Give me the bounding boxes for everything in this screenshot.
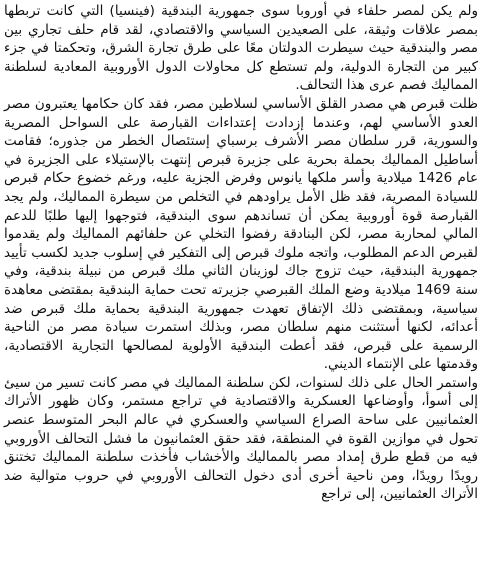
paragraph-venice-alliance: ولم يكن لمصر حلفاء في أوروبا سوى جمهورية البندقية (فينسيا) التي كانت تربطها بمصر علاقات وثيقة، على الصعيدين السياسي والاقتصادي، لقد قام حلف تجاري بين مصر والبندقية حيث سيطرت الدولتان معًا على طرق تجارة الشرق، وتحكمتا في جزء كبير من التجارة الدولية، ولم تستطع كل محاولات الدول الأوروبية المعادية لسلطنة المماليك فصم عرى هذا التحالف. [4,3,478,94]
paragraph-cyprus: ظلت قبرص هي مصدر القلق الأساسي لسلاطين مصر، فقد كان حكامها يعتبرون مصر العدو الأساسي لهم، وعندما إزدادت إعتداءات القبارصة على السواحل المصرية والسورية، قرر سلطان مصر الأشرف برسباي إستئصال الخطر من جذوره؛ فقامت أساطيل المماليك بحملة بحرية على جزيرة قبرص إنتهت بالإستيلاء على الجزيرة في عام 1426 ميلادية وأسر ملكها يانوس وفرض الجزية عليه، ورغم خضوع حكام قبرص للسيادة المصرية، فقد ظل الأمل يراودهم في التخلص من سيطرة المماليك، ولم يجد القبارصة قوة أوروبية يمكن أن تساندهم سوى البندقية، فتوجهوا إليها طلبًا للدعم المالي لمحاربة مصر، لكن البنادقة رفضوا التخلي عن حلفائهم المماليك ولم يقدموا لقبرص الدعم المطلوب، واتجه ملوك قبرص إلى التفكير في إسلوب جديد لكسب تأييد جمهورية البندقية، حيث تزوج جاك لوزينان الثاني ملك قبرص من نبيلة بندقية، وفي سنة 1469 ميلادية وضع الملك القبرصي جزيرته تحت حماية البندقية بمقتضى معاهدة سياسية، وبمقتضى ذلك الإتفاق تعهدت جمهورية البندقية بحماية ملك قبرص ضد أعدائه، لكنها أستثنت منهم سلطان مصر، وبذلك استمرت سيادة مصر من الناحية الرسمية على قبرص، فقد أعطت البندقية الأولوية لمصالحها التجارية الاقتصادية، وقدمتها على الإنتماء الديني. [4,95,478,373]
paragraph-decline: واستمر الحال على ذلك لسنوات، لكن سلطنة المماليك في مصر كانت تسير من سيئ إلى أسوأ، وأوضاعها العسكرية والاقتصادية في تراجع مستمر، وكان ظهور الأتراك العثمانيين على ساحة الصراع السياسي والعسكري في عالم البحر المتوسط عنصر تحول في موازين القوة في المنطقة، فقد حقق العثمانيون ما فشل التحالف الأوروبي فيه من قطع طرق إمداد مصر بالمماليك والأخشاب فأخذت سلطنة المماليك تختنق رويدًا رويدًا، ومن ناحية أخرى أدى دخول التحالف الأوروبي في حروب متوالية ضد الأتراك العثمانيين، إلى تراجع [4,374,478,503]
article-body [4,2,478,504]
